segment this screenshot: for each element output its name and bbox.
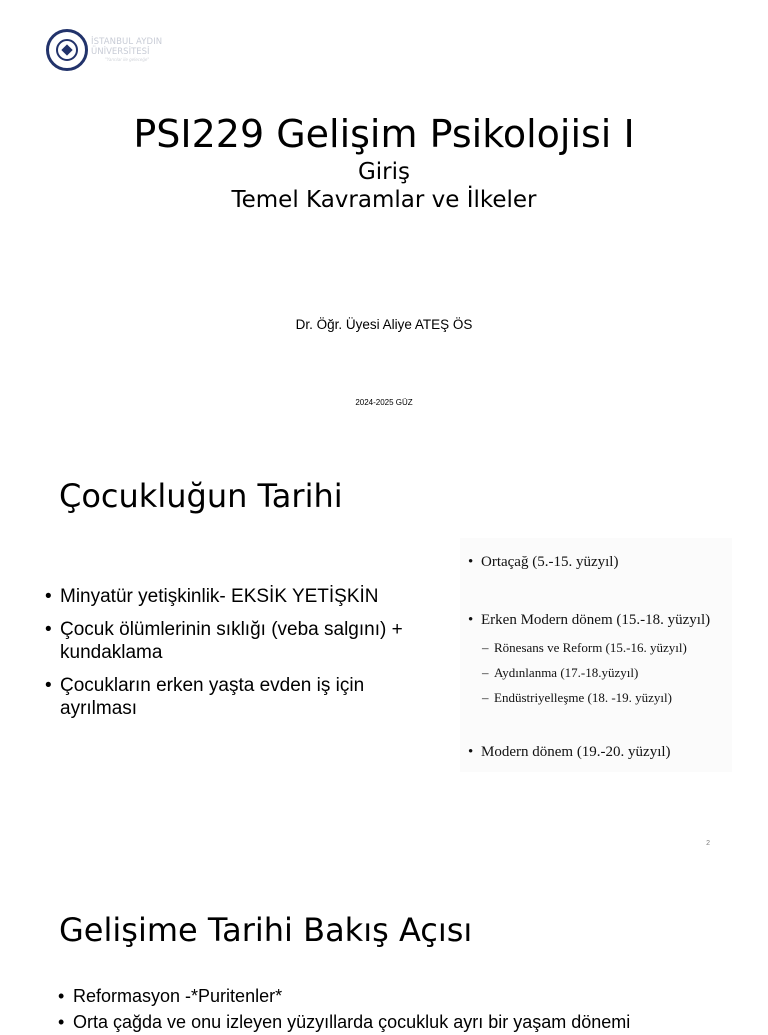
logo-tagline: "Yarınlar ile geleceğe" <box>105 57 150 62</box>
slide-historical-perspective <box>0 864 768 1032</box>
subperiod-industrialization: – Endüstriyelleşme (18. -19. yüzyıl) <box>482 690 672 706</box>
course-title: PSI229 Gelişim Psikolojisi I <box>133 112 635 156</box>
subperiod-renaissance: – Rönesans ve Reform (15.-16. yüzyıl) <box>482 640 687 656</box>
bullet-list <box>58 983 758 1035</box>
period-middle-ages: • Ortaçağ (5.-15. yüzyıl) <box>468 554 618 571</box>
list-item: • Orta çağda ve onu izleyen yüzyıllarda çocukluk ayrı bir yaşam dönemi <box>58 1009 758 1035</box>
author-name: Dr. Öğr. Üyesi Aliye ATEŞ ÖS <box>295 317 473 332</box>
period-modern: • Modern dönem (19.-20. yüzyıl) <box>468 744 671 761</box>
slide-history-of-childhood <box>0 432 768 864</box>
subtitle-concepts: Temel Kavramlar ve İlkeler <box>231 187 537 213</box>
list-item: • Çocuk ölümlerinin sıklığı (veba salgını) + kundaklama <box>45 618 425 664</box>
subperiod-enlightenment: – Aydınlanma (17.-18.yüzyıl) <box>482 665 638 681</box>
university-seal-icon <box>46 29 88 71</box>
list-item: • Minyatür yetişkinlik- EKSİK YETİŞKİN <box>45 585 425 608</box>
logo-line1: İSTANBUL AYDIN <box>91 37 163 47</box>
slide-title <box>0 0 768 432</box>
logo-wordmark <box>91 37 162 63</box>
slide-heading: Gelişime Tarihi Bakış Açısı <box>59 911 473 949</box>
page-number: 2 <box>706 840 710 847</box>
list-item: • Çocukların erken yaşta evden iş için ayrılması <box>45 674 425 720</box>
subtitle-intro: Giriş <box>357 159 411 185</box>
list-item: • Reformasyon -*Puritenler* <box>58 983 758 1009</box>
academic-term: 2024-2025 GÜZ <box>355 398 413 407</box>
university-logo <box>46 29 162 71</box>
slide-heading: Çocukluğun Tarihi <box>59 477 343 515</box>
historical-periods-image <box>460 538 732 772</box>
period-early-modern: • Erken Modern dönem (15.-18. yüzyıl) <box>468 612 710 629</box>
logo-line2: ÜNİVERSİTESİ <box>91 47 150 57</box>
bullet-list <box>45 585 425 730</box>
